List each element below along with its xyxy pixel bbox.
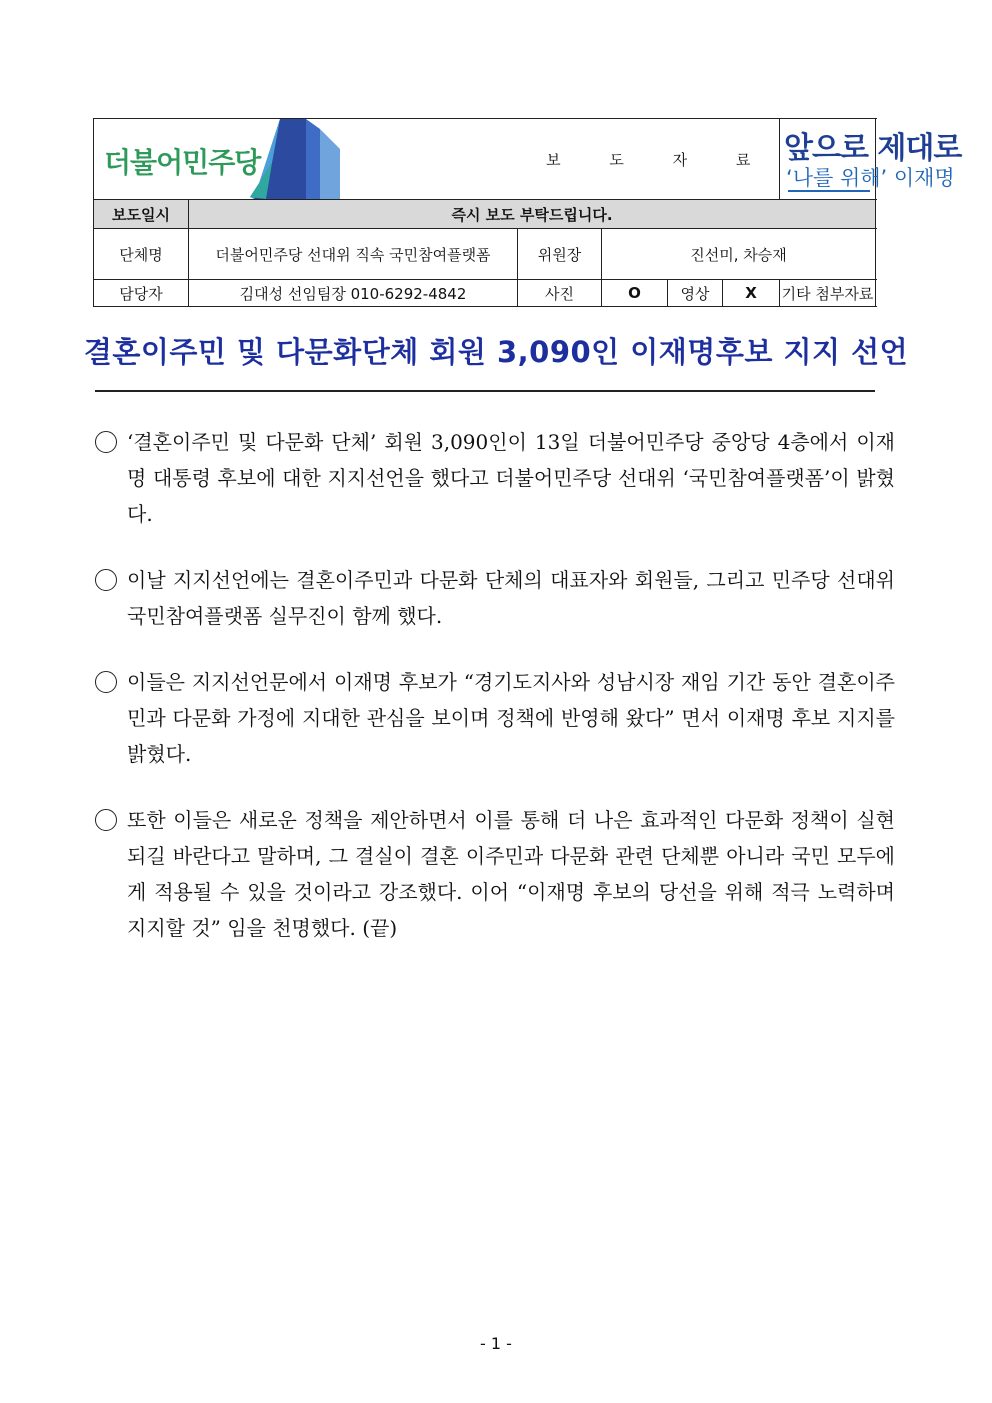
video-value: X [723,280,780,307]
org-label: 단체명 [94,229,189,280]
party-logo-cell [94,119,518,200]
page-number: - 1 - [480,1334,512,1353]
paragraph-2 [95,562,895,634]
party-flag-icon [250,119,342,199]
slogan-sub: ‘나를 위해’ 이재명 [786,166,955,190]
other-attachments-label: 기타 첨부자료 [780,280,876,307]
paragraph-text: 또한 이들은 새로운 정책을 제안하면서 이를 통해 더 나은 효과적인 다문화 정책이 실현되길 바란다고 말하며, 그 결실이 결혼 이주민과 다문화 관련 단체뿐 아니라 국민 모두에게 적용될 수 있을 것이라고 강조했다. 이어 “이재명 후보의 당선을 위해 적극 노력하며 지지할 것” 임을 천명했다. (끝) [127,808,895,940]
release-date-value: 즉시 보도 부탁드립니다. [189,200,876,229]
circle-bullet-icon [95,809,117,831]
party-logo-text: 더불어민주당 [104,146,261,179]
release-date-label: 보도일시 [94,200,189,229]
paragraph-4 [95,802,895,946]
org-value: 더불어민주당 선대위 직속 국민참여플랫폼 [189,229,518,280]
contact-value: 김대성 선임팀장 010-6292-4842 [189,280,518,307]
chair-label: 위원장 [518,229,602,280]
photo-value: O [602,280,668,307]
circle-bullet-icon [95,569,117,591]
video-label: 영상 [668,280,723,307]
slogan-main: 앞으로 제대로 [784,131,962,166]
slogan-underline [788,190,870,192]
paragraph-text: ‘결혼이주민 및 다문화 단체’ 회원 3,090인이 13일 더불어민주당 중앙당 4층에서 이재명 대통령 후보에 대한 지지선언을 했다고 더불어민주당 선대위 ‘국민참여플랫폼’이 밝혔다. [127,430,895,526]
headline: 결혼이주민 및 다문화단체 회원 3,090인 이재명후보 지지 선언 [83,335,909,369]
campaign-slogan [780,119,962,200]
paragraph-text: 이날 지지선언에는 결혼이주민과 다문화 단체의 대표자와 회원들, 그리고 민주당 선대위 국민참여플랫폼 실무진이 함께 했다. [127,568,895,628]
paragraph-3 [95,664,895,772]
circle-bullet-icon [95,431,117,453]
press-release-title: 보 도 자 료 [518,119,780,200]
paragraph-1 [95,424,895,532]
circle-bullet-icon [95,671,117,693]
paragraph-text: 이들은 지지선언문에서 이재명 후보가 “경기도지사와 성남시장 재임 기간 동안 결혼이주민과 다문화 가정에 지대한 관심을 보이며 정책에 반영해 왔다” 면서 이재명 후보 지지를 밝혔다. [127,670,895,766]
contact-label: 담당자 [94,280,189,307]
press-header-table [93,118,962,307]
photo-label: 사진 [518,280,602,307]
headline-divider [95,390,875,392]
chair-value: 진선미, 차승재 [602,229,876,280]
